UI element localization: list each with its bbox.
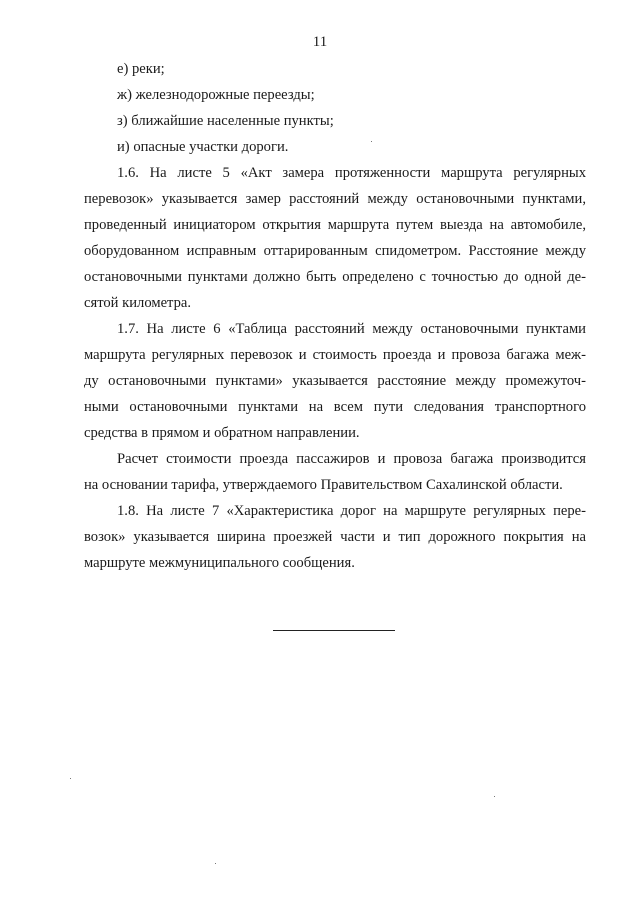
paragraph-line: Расчет стоимости проезда пассажиров и провоза багажа производится [117, 451, 586, 467]
paragraph-line: маршрута регулярных перевозок и стоимость проезда и провоза багажа меж- [84, 347, 586, 363]
paragraph-line: маршруте межмуниципального сообщения. [84, 555, 355, 571]
list-item: и) опасные участки дороги. [117, 139, 289, 155]
scan-speck [70, 778, 71, 779]
paragraph-line: ными остановочными пунктами на всем пути следования транспортного [84, 399, 586, 415]
paragraph-1-7 [84, 316, 586, 446]
document-body [84, 56, 586, 576]
paragraph-line: возок» указывается ширина проезжей части и тип дорожного покрытия на [84, 529, 586, 545]
paragraph-line: остановочными пунктами должно быть определено с точностью до одной де- [84, 269, 586, 285]
list-item: з) ближайшие населенные пункты; [117, 113, 334, 129]
closing-rule [273, 630, 395, 631]
scan-speck [215, 863, 216, 864]
paragraph-line: средства в прямом и обратном направлении. [84, 425, 360, 441]
paragraph-line: сятой километра. [84, 295, 192, 311]
paragraph-line: проведенный инициатором открытия маршрута путем выезда на автомобиле, [84, 217, 586, 233]
paragraph-1-8 [84, 498, 586, 576]
paragraph-line: перевозок» указывается замер расстояний между остановочными пунктами, [84, 191, 586, 207]
list-item: ж) железнодорожные переезды; [117, 87, 315, 103]
paragraph-line: 1.6. На листе 5 «Акт замера протяженности маршрута регулярных [117, 165, 586, 181]
paragraph-line: 1.8. На листе 7 «Характеристика дорог на маршруте регулярных пере- [117, 503, 586, 519]
paragraph-line: ду остановочными пунктами» указывается расстояние между промежуточ- [84, 373, 586, 389]
paragraph-1-6 [84, 160, 586, 316]
paragraph-line: на основании тарифа, утверждаемого Правительством Сахалинской области. [84, 477, 563, 493]
list-item: е) реки; [117, 61, 165, 77]
paragraph-line: 1.7. На листе 6 «Таблица расстояний между остановочными пунктами [117, 321, 586, 337]
paragraph-tariff [84, 446, 586, 498]
page-number: 11 [312, 34, 328, 50]
scan-speck [371, 141, 372, 142]
paragraph-line: оборудованном исправным оттарированным спидометром. Расстояние между [84, 243, 586, 259]
scan-speck [494, 796, 495, 797]
